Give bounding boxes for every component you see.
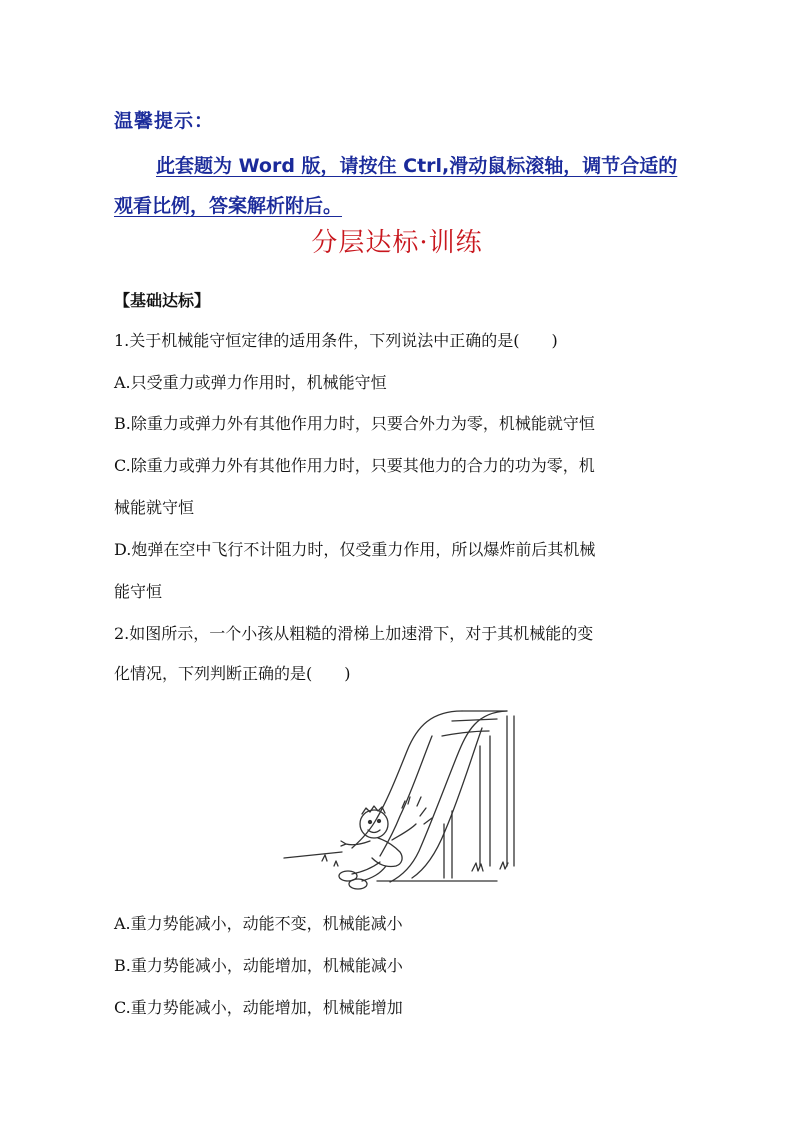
tip-title: 温馨提示： <box>114 110 215 132</box>
question-2-stem-line1: 2.如图所示，一个小孩从粗糙的滑梯上加速滑下，对于其机械能的变 <box>114 624 594 643</box>
question-1-option-c-line2: 械能就守恒 <box>114 498 195 517</box>
sub-heading: 【基础达标】 <box>114 291 211 310</box>
question-2-stem-line2: 化情况，下列判断正确的是( ) <box>114 664 351 683</box>
question-1-option-b: B.除重力或弹力外有其他作用力时，只要合外力为零，机械能就守恒 <box>114 414 595 433</box>
slide-illustration <box>282 706 517 891</box>
slide-rail-top <box>352 711 462 848</box>
tip-body: 此套题为 Word 版，请按住 Ctrl,滑动鼠标滚轴，调节合适的观看比例，答案解析附后。 <box>114 155 678 217</box>
question-1-option-a: A.只受重力或弹力作用时，机械能守恒 <box>114 373 387 392</box>
question-2-option-c: C.重力势能减小，动能增加，机械能增加 <box>114 998 403 1017</box>
question-2-option-a: A.重力势能减小，动能不变，机械能减小 <box>114 914 403 933</box>
question-1-option-c-line1: C.除重力或弹力外有其他作用力时，只要其他力的合力的功为零，机 <box>114 456 595 475</box>
question-1-stem: 1.关于机械能守恒定律的适用条件，下列说法中正确的是( ) <box>114 331 558 350</box>
child-shoe-right <box>349 879 367 889</box>
question-1-option-d-line1: D.炮弹在空中飞行不计阻力时，仅受重力作用，所以爆炸前后其机械 <box>114 540 596 559</box>
question-2-option-b: B.重力势能减小，动能增加，机械能减小 <box>114 956 403 975</box>
child-body <box>372 838 402 867</box>
ground-line-left <box>284 852 342 858</box>
section-title: 分层达标·训练 <box>311 228 483 258</box>
question-1-option-d-line2: 能守恒 <box>114 582 163 601</box>
